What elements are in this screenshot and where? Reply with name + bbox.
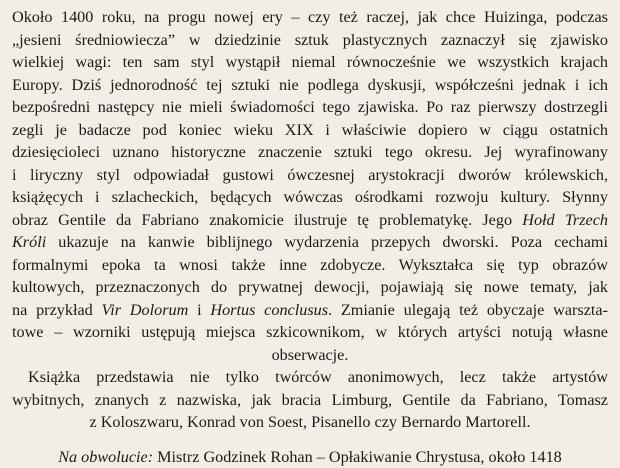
text-line	[12, 209, 608, 232]
text-segment: . Zmianie ulegają też obyczaje warszta-	[328, 300, 608, 319]
artwork-title: Hołd Trzech	[522, 210, 608, 229]
text-line: obserwacje.	[271, 345, 349, 364]
text-line: wybitnych, znanych z nazwiska, jak bracia Limburg, Gentile da Fabriano, Tomasz	[12, 390, 608, 409]
artwork-title: Vir Dolorum	[101, 300, 189, 319]
text-line	[12, 299, 608, 322]
text-line: dziesięcioleci uznano historyczne znaczenie sztuki tego okresu. Jej wyrafinowany	[12, 143, 608, 161]
text-line: książęcych i szlacheckich, będących wówczas ośrodkami rozwoju kultury. Słynny	[12, 188, 608, 206]
text-segment: i	[188, 300, 211, 319]
text-line: zegli je badacze pod koniec wieku XIX i właściwie dopiero w ciągu ostatnich	[12, 120, 608, 139]
text-line: kultowych, przeznaczonych do prywatnej dewocji, pojawiają się nowe tematy, jak	[12, 278, 608, 296]
text-line: i liryczny styl odpowiadał gustowi ówczesnej arystokracji dworów królewskich,	[12, 165, 608, 184]
caption-label: Na obwolucie:	[58, 447, 154, 466]
text-line: bezpośredni następcy nie mieli świadomości tego zjawiska. Po raz pierwszy dostrzegli	[12, 98, 608, 116]
text-line: towe – wzorniki ustępują miejsca szkicownikom, w których artyści notują własne	[12, 323, 608, 341]
text-line: wielkiej wagi: ten sam styl wystąpił niemal równocześnie we wszystkich krajach	[12, 53, 608, 71]
text-line	[12, 231, 608, 254]
text-line: z Koloszwaru, Konrad von Soest, Pisanello czy Bernardo Martorell.	[89, 413, 531, 431]
text-line: Europy. Dziś jednorodność tej sztuki nie podlega dyskusji, współcześni jednak i ich	[12, 75, 608, 94]
artwork-title: Hortus conclusus	[210, 300, 329, 319]
jacket-caption	[12, 446, 608, 468]
text-line: „jesieni średniowiecza” w dziedzinie sztuk plastycznych zaznaczył się zjawisko	[12, 30, 608, 49]
text-segment: na przykład	[12, 300, 102, 319]
artwork-title: Króli	[12, 233, 47, 251]
text-segment: ukazuje na kanwie biblijnego wydarzenia przepych dworski. Poza cechami	[46, 233, 608, 251]
caption-text: Mistrz Godzinek Rohan – Opłakiwanie Chrystusa, około 1418	[153, 447, 562, 466]
description-paragraph-2	[12, 366, 608, 434]
description-paragraph-1	[12, 6, 608, 366]
text-line: Książka przedstawia nie tylko twórców anonimowych, lecz także artystów	[28, 368, 608, 386]
text-segment: obraz Gentile da Fabriano znakomicie ilustruje tę problematykę. Jego	[12, 210, 523, 229]
text-line: Około 1400 roku, na progu nowej ery – czy też raczej, jak chce Huizinga, podczas	[12, 8, 608, 26]
text-line: formalnymi epoka ta wnosi także inne zdobycze. Wykształca się typ obrazów	[12, 255, 608, 274]
